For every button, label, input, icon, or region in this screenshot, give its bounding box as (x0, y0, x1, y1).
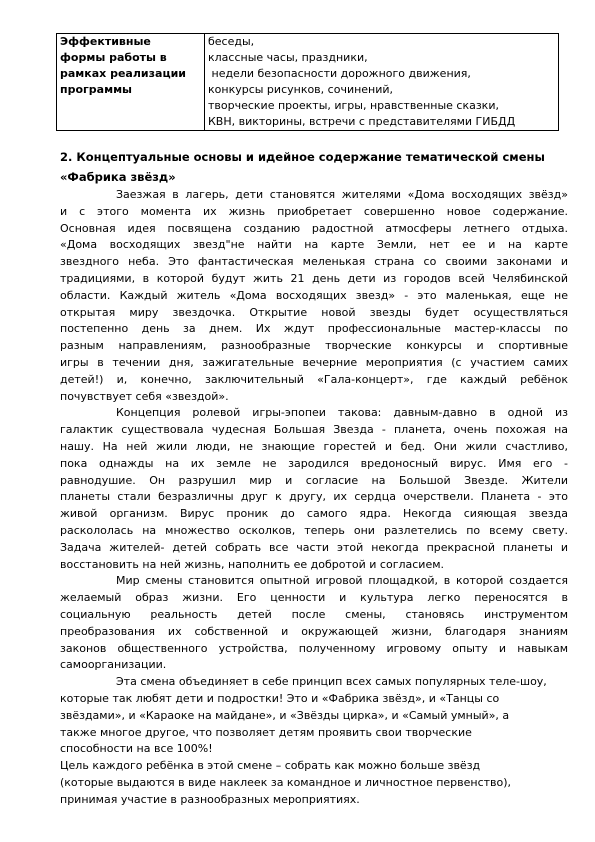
table-header-line: формы работы в (60, 51, 167, 64)
table-content-line: конкурсы рисунков, сочинений, (208, 83, 394, 96)
paragraph-line: галактик существовала чудесная Большая Звезда - планета, очень похожая на (60, 423, 568, 437)
paragraph-line: Заезжая в лагерь, дети становятся жителями «Дома восходящих звёзд» (116, 188, 568, 201)
section-heading (60, 147, 560, 187)
body-text (60, 187, 568, 808)
paragraph-line: принимая участие в разнообразных мероприятиях. (60, 792, 360, 806)
table-header-cell (57, 34, 205, 131)
paragraph-line: разным направлениям, разнообразные творческие конкурсы и спортивные (60, 339, 568, 353)
paragraph-line: раскололась на множество осколков, теперь они разлетелись по всему свету. (60, 523, 568, 537)
section-title-line: «Фабрика звёзд» (60, 170, 176, 184)
table-header-line: рамках реализации (60, 67, 187, 80)
paragraph-line: пока однажды на их земле не зародился вредоносный вирус. Имя его - (60, 456, 568, 470)
paragraph-line: социальную реальность детей после смены, становясь инструментом (60, 607, 568, 621)
paragraph-line: Концепция ролевой игры-эпопеи такова: давным-давно в одной из (116, 406, 568, 420)
paragraph-line: почувствует себя «звездой». (60, 389, 229, 403)
paragraph (60, 758, 568, 808)
table-content-line: классные часы, праздники, (208, 51, 368, 64)
paragraph-line: законов общественного устройства, полученному игровому опыту и навыкам (60, 641, 568, 655)
paragraph (60, 187, 568, 405)
paragraph-line: Эта смена объединяет в себе принцип всех самых популярных теле-шоу, (116, 675, 547, 689)
paragraph-line: самоорганизации. (60, 658, 167, 672)
paragraph (60, 573, 568, 674)
paragraph-line: звёздами», и «Караоке на майдане», и «Звёзды цирка», и «Самый умный», а (60, 708, 510, 722)
table-content-line: недели безопасности дорожного движения, (208, 67, 471, 80)
paragraph (60, 405, 568, 573)
paragraph-line: (которые выдаются в виде наклеек за командное и личностное первенство), (60, 775, 512, 789)
table-content-cell (205, 34, 559, 131)
paragraph-line: звездного неба. Это фантастическая меленькая страна со своими законами и (60, 255, 568, 269)
paragraph-line: детей!) и, конечно, заключительный «Гала-концерт», где каждый ребёнок (60, 372, 568, 386)
table-content-line: КВН, викторины, встречи с представителями ГИБДД (208, 115, 516, 128)
table-header-line: Эффективные (60, 35, 151, 48)
paragraph-line: игры в течении дня, зажигательные вечерние мероприятия (с участием самих (60, 355, 568, 369)
paragraph-line: восстановить на ней жизнь, наполнить ее добротой и согласием. (60, 557, 445, 571)
paragraph-line: Основная идея посвящена созданию радостной атмосферы летнего отдыха. (60, 221, 568, 235)
paragraph-line: равнодушие. Он разрушил мир и согласие на Большой Звезде. Жители (60, 473, 568, 487)
paragraph-line: Задача жителей- детей собрать все части этой некогда прекрасной планеты и (60, 540, 568, 554)
section-title-line: 2. Концептуальные основы и идейное содержание тематической смены (60, 150, 545, 164)
paragraph-line: Цель каждого ребёнка в этой смене – собрать как можно больше звёзд (60, 759, 481, 773)
table-header-line: программы (60, 83, 133, 96)
paragraph-line: желаемый образ жизни. Его ценности и культура легко переносятся в (60, 591, 568, 605)
paragraph-line: планеты стали безразличны друг к другу, их сердца очерствели. Планета - это (60, 490, 568, 504)
paragraph-line: постепенно день за днем. Их ждут профессиональные мастер-классы по (60, 322, 568, 336)
paragraph-line: «Дома восходящих звезд"не найти на карте Земли, нет ее и на карте (60, 238, 568, 252)
paragraph-line: области. Каждый житель «Дома восходящих звезд» - это маленькая, еще не (60, 288, 568, 302)
paragraph-line: преобразования их собственной и окружающей жизни, благодаря знаниям (60, 624, 568, 638)
paragraph-line: живой организм. Вирус проник до самого ядра. Некогда сияющая звезда (60, 507, 568, 521)
forms-table (56, 33, 559, 131)
paragraph-line: Мир смены становится опытной игровой площадкой, в которой создается (116, 574, 568, 588)
table-row (57, 34, 559, 131)
paragraph-line: которые так любят дети и подростки! Это и «Фабрика звёзд», и «Танцы со (60, 691, 500, 705)
paragraph-line: также многое другое, что позволяет детям проявить свои творческие (60, 725, 472, 739)
table-content-line: творческие проекты, игры, нравственные сказки, (208, 99, 499, 112)
paragraph-line: способности на все 100%! (60, 742, 213, 756)
paragraph-line: и с этого момента их жизнь приобретает совершенно новое содержание. (60, 204, 568, 218)
paragraph-line: традициями, в которой будут жить 21 день дети из городов всей Челябинской (60, 271, 568, 285)
paragraph-line: нашу. На ней жили люди, не знающие горестей и бед. Они жили счастливо, (60, 439, 568, 453)
paragraph (60, 674, 568, 758)
table-content-line: беседы, (208, 35, 255, 48)
paragraph-line: открытая миру звездочка. Открытие новой звезды будет осуществляться (60, 305, 568, 319)
